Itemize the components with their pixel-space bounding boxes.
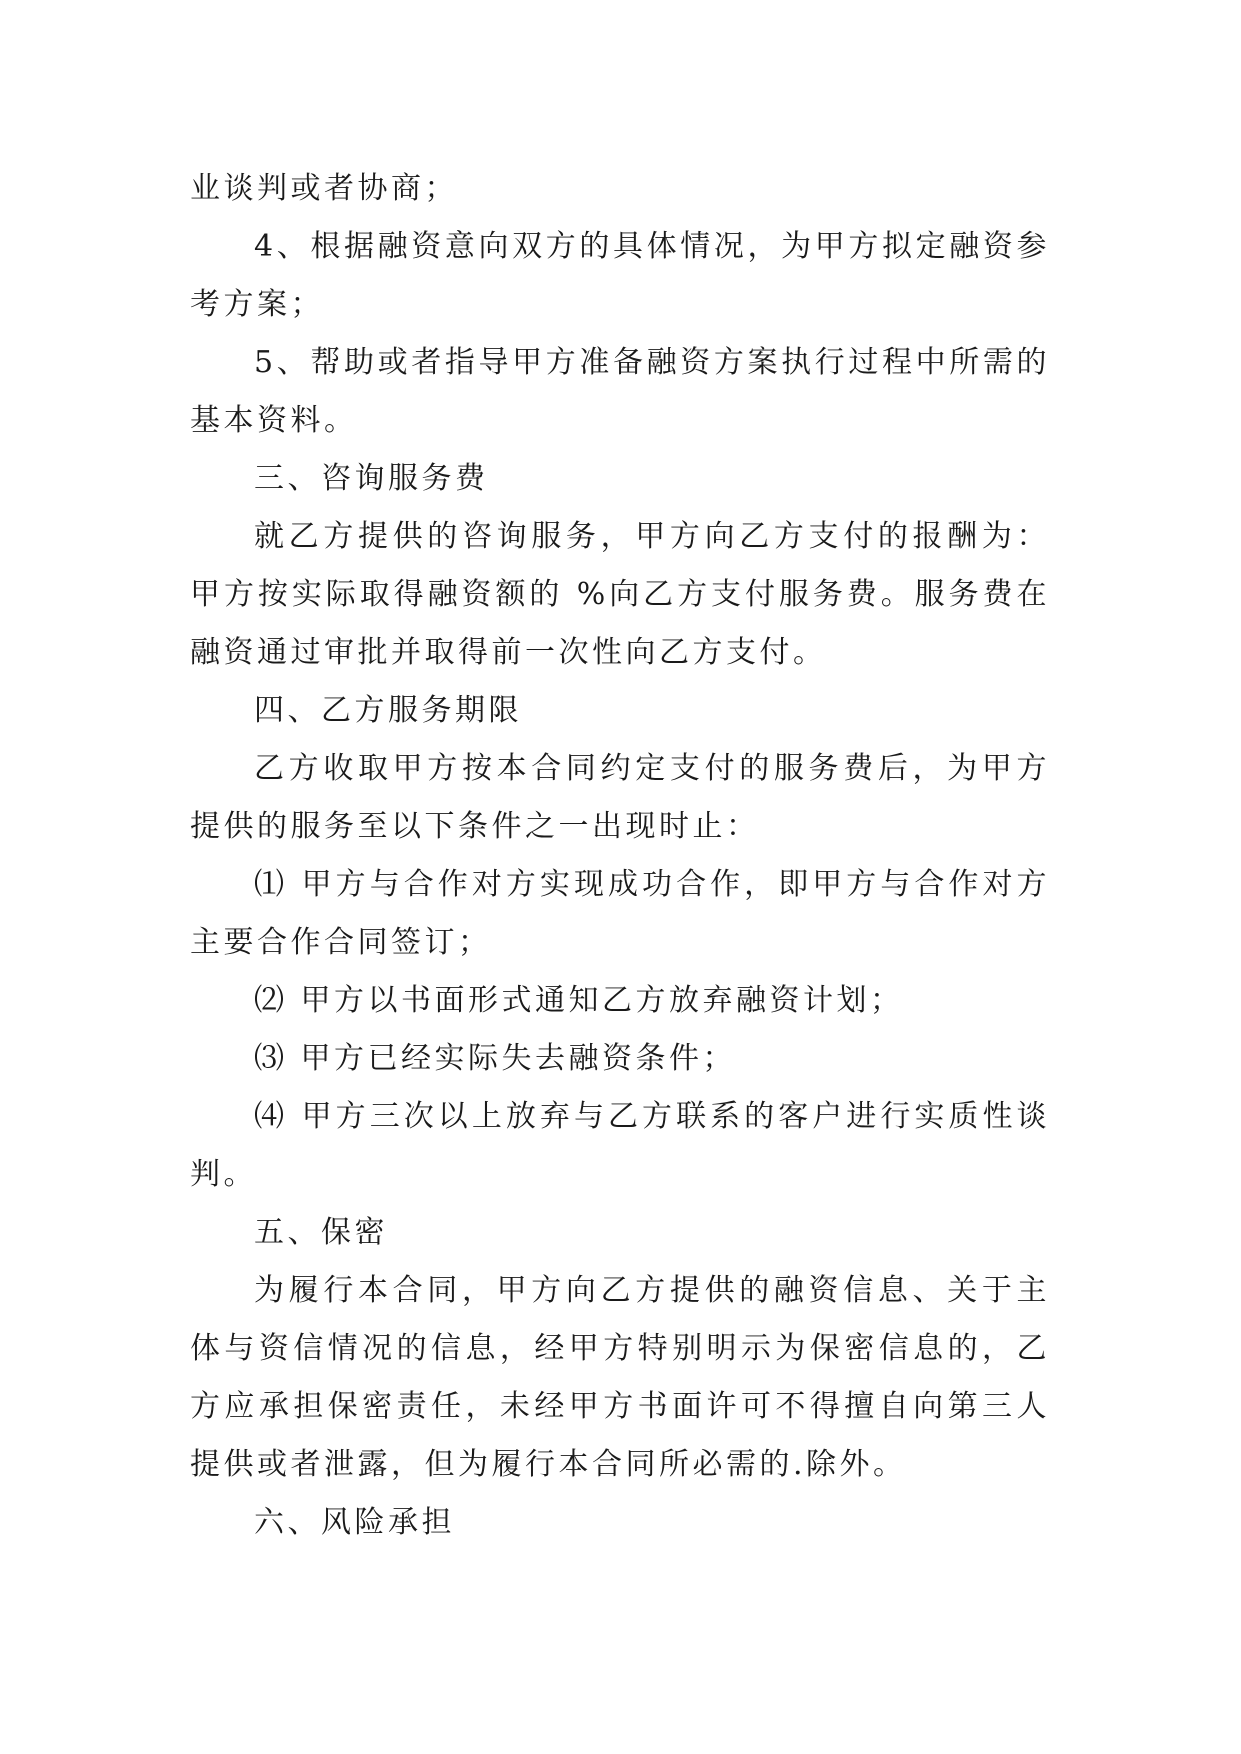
paragraph-term: 乙方收取甲方按本合同约定支付的服务费后，为甲方提供的服务至以下条件之一出现时止： (190, 751, 1050, 844)
paragraph-condition-2: ⑵ 甲方以书面形式通知乙方放弃融资计划； (254, 983, 904, 1018)
section-heading-confidentiality: 五、保密 (254, 1215, 388, 1250)
paragraph-continuation: 业谈判或者协商； (190, 171, 458, 206)
paragraph-fee: 就乙方提供的咨询服务，甲方向乙方支付的报酬为：甲方按实际取得融资额的 %向乙方支付服务费。服务费在融资通过审批并取得前一次性向乙方支付。 (190, 519, 1050, 670)
paragraph-condition-1: ⑴ 甲方与合作对方实现成功合作，即甲方与合作对方主要合作合同签订； (190, 867, 1050, 960)
paragraph-confidentiality: 为履行本合同，甲方向乙方提供的融资信息、关于主体与资信情况的信息，经甲方特别明示为保密信息的，乙方应承担保密责任，未经甲方书面许可不得擅自向第三人提供或者泄露，但为履行本合同所必需的.除外。 (190, 1273, 1050, 1482)
paragraph-item-5: 5、帮助或者指导甲方准备融资方案执行过程中所需的基本资料。 (190, 345, 1050, 438)
section-heading-risk: 六、风险承担 (254, 1505, 455, 1540)
paragraph-condition-4: ⑷ 甲方三次以上放弃与乙方联系的客户进行实质性谈判。 (190, 1099, 1050, 1192)
document-body (190, 160, 1050, 1552)
paragraph-item-4: 4、根据融资意向双方的具体情况，为甲方拟定融资参考方案； (190, 229, 1050, 322)
section-heading-fee: 三、咨询服务费 (254, 461, 489, 496)
section-heading-term: 四、乙方服务期限 (254, 693, 522, 728)
paragraph-condition-3: ⑶ 甲方已经实际失去融资条件； (254, 1041, 737, 1076)
